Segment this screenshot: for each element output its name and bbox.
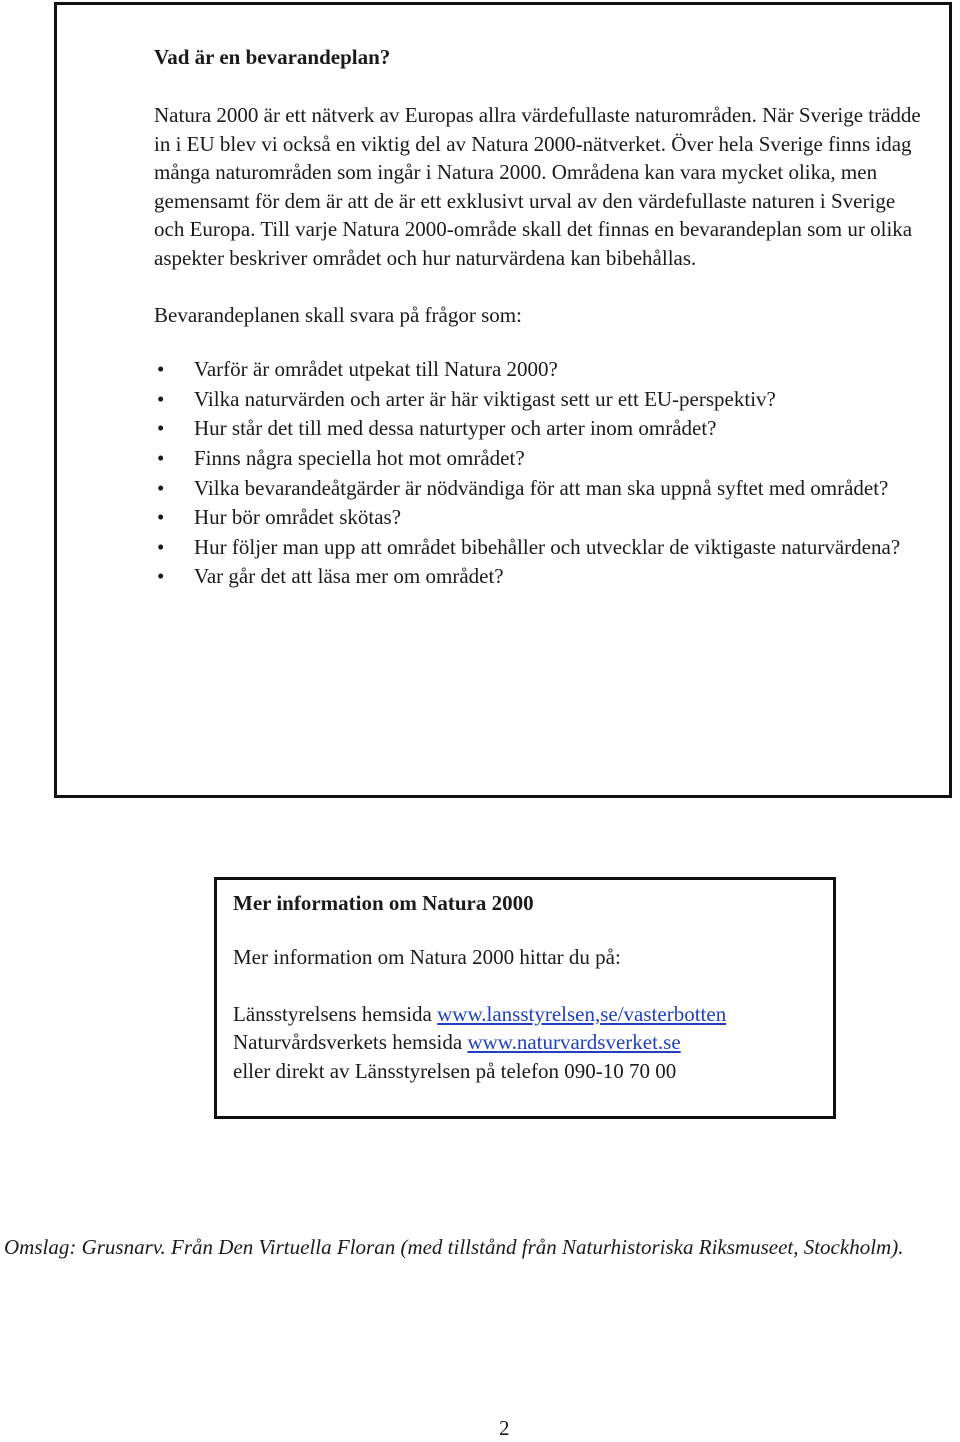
lansstyrelsen-label: Länsstyrelsens hemsida	[233, 1001, 438, 1026]
bullet-icon: •	[157, 505, 165, 530]
naturvardsverket-link[interactable]: www.naturvardsverket.se	[467, 1030, 681, 1055]
question-text: Hur bör området skötas?	[194, 505, 402, 530]
question-text: Hur följer man upp att området bibehåller och utvecklar de viktigaste naturvärdena?	[194, 534, 901, 559]
list-item	[154, 474, 924, 503]
list-item	[154, 562, 924, 591]
question-text: Varför är området utpekat till Natura 2000?	[194, 357, 558, 382]
naturvardsverket-label: Naturvårdsverkets hemsida	[233, 1030, 468, 1055]
bullet-icon: •	[157, 386, 165, 411]
bullet-icon: •	[157, 416, 165, 441]
info-box	[214, 877, 836, 1119]
question-list	[154, 355, 924, 591]
question-text: Vilka naturvärden och arter är här viktigast sett ur ett EU-perspektiv?	[194, 386, 776, 411]
cover-caption: Omslag: Grusnarv. Från Den Virtuella Floran (med tillstånd från Naturhistoriska Riksmuseet, Stockholm).	[4, 1235, 904, 1259]
list-item	[154, 414, 924, 443]
lansstyrelsen-link[interactable]: www.lansstyrelsen,se/vasterbotten	[437, 1001, 727, 1026]
info-heading: Mer information om Natura 2000	[233, 891, 534, 915]
question-text: Var går det att läsa mer om området?	[194, 564, 504, 589]
question-text: Hur står det till med dessa naturtyper och arter inom området?	[194, 416, 717, 441]
bevarandeplan-box	[54, 2, 952, 798]
list-item	[154, 503, 924, 532]
info-line-phone: eller direkt av Länsstyrelsen på telefon 090-10 70 00	[233, 1058, 677, 1083]
intro-paragraph: Natura 2000 är ett nätverk av Europas allra värdefullaste naturområden. När Sverige trädde in i EU blev vi också en viktig del av Natura 2000-nätverket. Över hela Sverige finns idag många naturområden som ingår i Natura 2000. Områdena kan vara mycket olika, men gemensamt för dem är att de är ett exklusivt urval av den värdefullaste naturen i Sverige och Europa. Till varje Natura 2000-område skall det finnas en bevarandeplan som ur olika aspekter beskriver området och hur naturvärdena kan bibehållas.	[154, 103, 921, 270]
bullet-icon: •	[157, 445, 165, 470]
list-item	[154, 533, 924, 562]
list-item	[154, 444, 924, 473]
info-lead: Mer information om Natura 2000 hittar du på:	[233, 945, 621, 969]
bullet-icon: •	[157, 475, 165, 500]
bullet-icon: •	[157, 534, 165, 559]
questions-lead: Bevarandeplanen skall svara på frågor som:	[154, 302, 522, 327]
list-item	[154, 355, 924, 384]
section-heading: Vad är en bevarandeplan?	[154, 45, 391, 69]
info-line-lansstyrelsen	[233, 1000, 823, 1029]
bullet-icon: •	[157, 564, 165, 589]
page-number: 2	[499, 1416, 510, 1440]
question-text: Finns några speciella hot mot området?	[194, 445, 525, 470]
bullet-icon: •	[157, 357, 165, 382]
info-line-naturvardsverket	[233, 1028, 823, 1057]
question-text: Vilka bevarandeåtgärder är nödvändiga för att man ska uppnå syftet med området?	[194, 475, 889, 500]
bevarandeplan-content	[154, 43, 924, 592]
list-item	[154, 385, 924, 414]
info-box-content	[233, 888, 823, 1085]
